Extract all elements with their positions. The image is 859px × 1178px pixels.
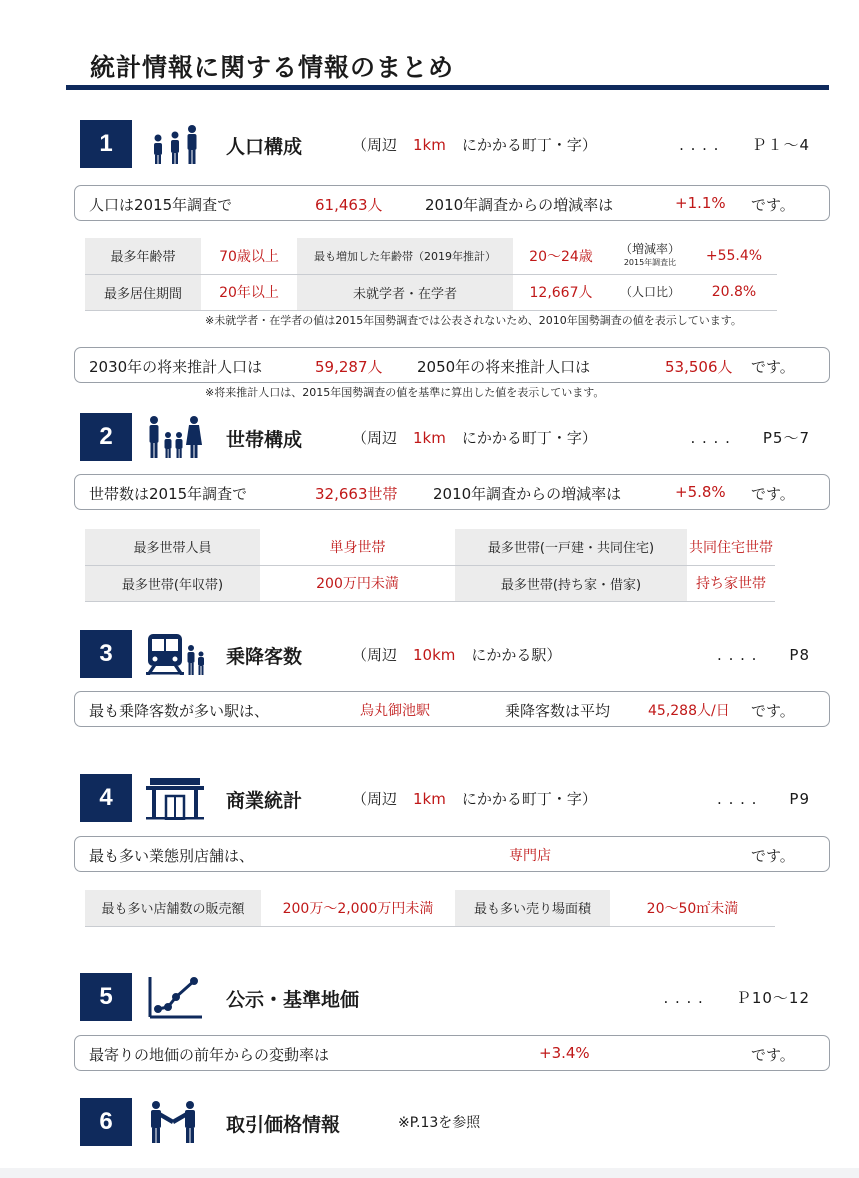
section-number: 2 xyxy=(80,413,132,461)
household-summary-box: 世帯数は2015年調査で 32,663世帯 2010年調査からの増減率は +5.8% です。 xyxy=(74,474,830,510)
page-reference: . . . . Ｐ10～12 xyxy=(663,989,810,1007)
population-summary-box: 人口は2015年調査で 61,463人 2010年調査からの増減率は +1.1% です。 xyxy=(74,185,830,221)
section-scope: （周辺 10km にかかる駅） xyxy=(352,646,562,664)
section-number: 5 xyxy=(80,973,132,1021)
section-title: 人口構成 xyxy=(226,136,303,158)
section-1-header xyxy=(80,120,810,168)
table-row: 最多世帯人員 単身世帯 最多世帯(一戸建・共同住宅) 共同住宅世帯 xyxy=(85,529,775,565)
line-chart-icon xyxy=(144,975,206,1019)
section-number: 6 xyxy=(80,1098,132,1146)
page-reference: . . . . P5～7 xyxy=(690,429,810,447)
footer-strip xyxy=(0,1168,859,1178)
section-number: 4 xyxy=(80,774,132,822)
section-scope: （周辺 1km にかかる町丁・字） xyxy=(352,429,597,447)
shop-icon xyxy=(144,776,206,820)
train-icon xyxy=(144,632,206,676)
section-4-header xyxy=(80,774,810,822)
future-population-box: 2030年の将来推計人口は 59,287人 2050年の将来推計人口は 53,506人 です。 xyxy=(74,347,830,383)
passenger-summary-box: 最も乗降客数が多い駅は、 烏丸御池駅 乗降客数は平均 45,288人/日 です。 xyxy=(74,691,830,727)
footnote: ※未就学者・在学者の値は2015年国勢調査では公表されないため、2010年国勢調査の値を表示しています。 xyxy=(205,314,742,327)
land-price-summary-box: 最寄りの地価の前年からの変動率は +3.4% です。 xyxy=(74,1035,830,1071)
section-title: 公示・基準地価 xyxy=(226,989,360,1011)
page-reference: ※P.13を参照 xyxy=(398,1115,481,1131)
table-row: 最も多い店舗数の販売額 200万～2,000万円未満 最も多い売り場面積 20～50㎡未満 xyxy=(85,890,775,926)
population-detail-table xyxy=(85,238,777,311)
section-title: 世帯構成 xyxy=(226,429,303,451)
population-icon xyxy=(144,122,206,166)
title-rule xyxy=(66,85,829,90)
table-row: 最多居住期間 20年以上 未就学者・在学者 12,667人 （人口比） 20.8% xyxy=(85,274,777,310)
section-scope: （周辺 1km にかかる町丁・字） xyxy=(352,790,597,808)
section-scope: （周辺 1km にかかる町丁・字） xyxy=(352,136,597,154)
page-reference: . . . . P9 xyxy=(717,790,810,808)
section-2-header xyxy=(80,413,810,461)
section-5-header xyxy=(80,973,810,1021)
page-reference: . . . . P8 xyxy=(717,646,810,664)
table-row: 最多世帯(年収帯) 200万円未満 最多世帯(持ち家・借家) 持ち家世帯 xyxy=(85,565,775,601)
section-title: 乗降客数 xyxy=(226,646,303,668)
household-detail-table xyxy=(85,529,775,602)
page-reference: . . . . Ｐ１～4 xyxy=(679,136,810,154)
section-number: 3 xyxy=(80,630,132,678)
section-6-header xyxy=(80,1098,810,1146)
section-number: 1 xyxy=(80,120,132,168)
footnote: ※将来推計人口は、2015年国勢調査の値を基準に算出した値を表示しています。 xyxy=(205,386,605,399)
commerce-detail-table xyxy=(85,890,775,927)
handshake-icon xyxy=(144,1100,206,1144)
commerce-summary-box: 最も多い業態別店舗は、 専門店 です。 xyxy=(74,836,830,872)
section-title: 商業統計 xyxy=(226,790,303,812)
table-row: 最多年齢帯 70歳以上 最も増加した年齢帯（2019年推計） 20～24歳 （増減率） 2015年調査比 +55.4% xyxy=(85,238,777,274)
household-icon xyxy=(144,415,206,459)
section-title: 取引価格情報 xyxy=(226,1114,341,1136)
section-3-header xyxy=(80,630,810,678)
page-title: 統計情報に関する情報のまとめ xyxy=(90,53,455,82)
